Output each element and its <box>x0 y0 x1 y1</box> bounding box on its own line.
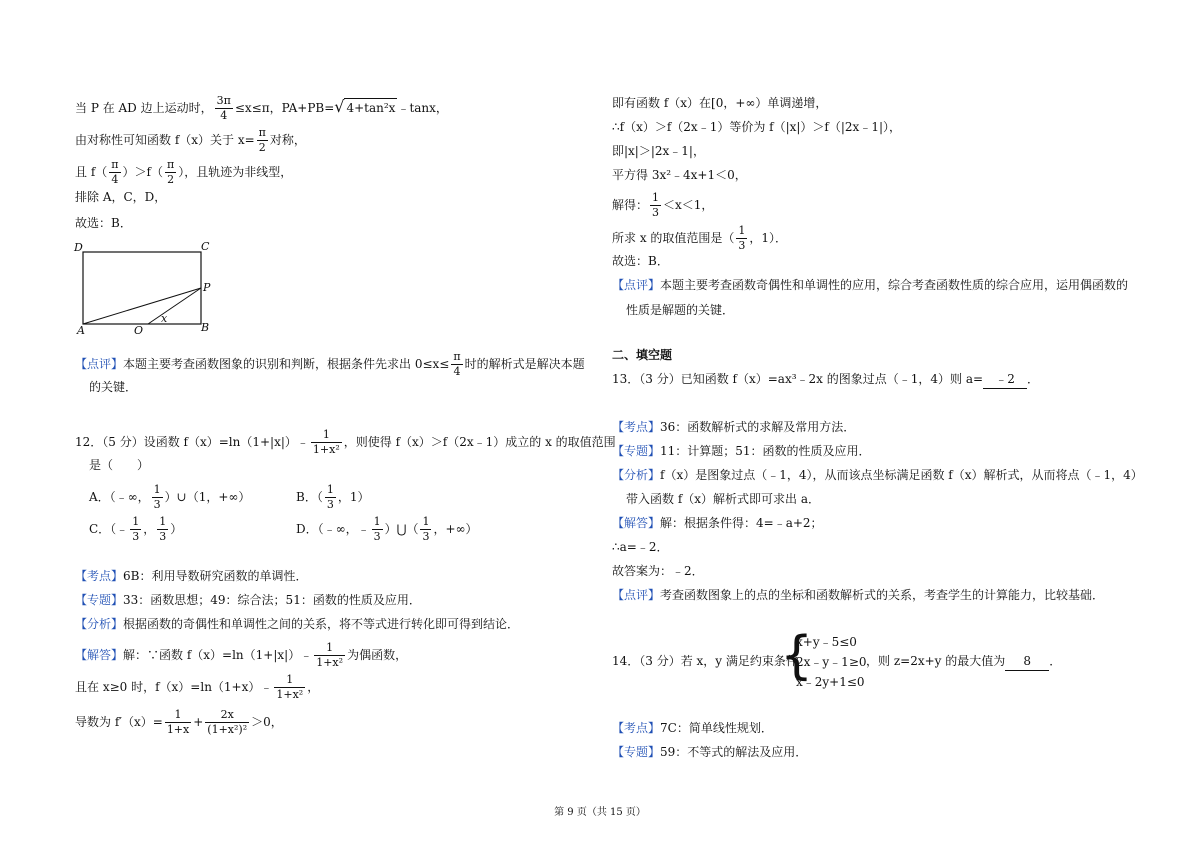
question-14-suffix <box>866 652 1061 671</box>
text: 36：函数解析式的求解及常用方法． <box>660 420 856 434</box>
fraction-numerator: 1 <box>165 708 191 723</box>
fraction <box>130 515 141 544</box>
sqrt-content: 4+tan²x <box>344 98 397 117</box>
text: 考查函数图象上的点的坐标和函数解析式的关系，考查学生的计算能力，比较基础． <box>660 588 1105 602</box>
fraction-denominator: (1+x²)² <box>207 723 248 736</box>
comment-tag: 【点评】 <box>612 588 661 602</box>
fraction-numerator: 1 <box>159 515 167 528</box>
text: ， <box>143 522 156 536</box>
text: ，则使得 f（x）＞f（2x﹣1）成立的 x 的取值范围 <box>343 435 616 449</box>
zhuanti-14 <box>612 743 807 761</box>
segment-po <box>148 288 201 324</box>
label-b: B <box>201 321 210 334</box>
text: 11：计算题；51：函数的性质及应用． <box>660 444 871 458</box>
fraction <box>314 641 345 670</box>
text: ，1）． <box>749 231 788 245</box>
label-x: x <box>161 312 168 325</box>
text: 59：不等式的解法及应用． <box>660 745 808 759</box>
text: f（x）是图象过点（﹣1，4），从而该点坐标满足函数 f（x）解析式，从而将点（﹣1，4） <box>660 468 1143 482</box>
option-a <box>89 483 250 512</box>
jieda-13-line-3: 故答案为：﹣2． <box>612 564 704 578</box>
text: 本题主要考查函数奇偶性和单调性的应用，综合考查函数性质的综合应用，运用偶函数的 <box>660 278 1129 292</box>
label-a: A <box>77 324 85 336</box>
text: ． <box>1027 372 1040 386</box>
fraction-denominator: 1+x² <box>312 443 340 456</box>
comment-tag: 【点评】 <box>612 278 661 292</box>
jieda-13 <box>612 514 823 532</box>
fraction-denominator: 3 <box>373 530 381 543</box>
text: D．（﹣∞，﹣ <box>296 522 370 536</box>
question-12-line-2: 是（ ） <box>89 458 150 472</box>
kaodian-13 <box>612 418 855 436</box>
fraction-denominator: 3 <box>159 530 167 543</box>
fenxi-12 <box>75 615 519 633</box>
text: ，1） <box>337 490 370 504</box>
fraction <box>451 350 462 379</box>
right-comment-12 <box>612 276 1128 294</box>
left-line-4: 排除 A，C，D， <box>75 190 167 204</box>
right-line-4: 平方得 3x²﹣4x+1＜0， <box>612 168 747 182</box>
fraction <box>650 191 661 220</box>
text: 且在 x≥0 时，f（x）=ln（1+x）﹣ <box>75 680 273 694</box>
fraction-numerator: 1 <box>738 224 746 237</box>
fraction-denominator: 1+x² <box>276 688 304 701</box>
text: A．（﹣∞， <box>89 490 150 504</box>
text: ，+∞） <box>433 522 478 536</box>
fraction-denominator: 3 <box>132 530 140 543</box>
fraction-numerator: 1 <box>422 515 430 528</box>
text: 当 P 在 AD 边上运动时， <box>75 101 213 115</box>
page-footer: 第 9 页（共 15 页） <box>554 807 646 818</box>
fraction-denominator: 3 <box>326 498 334 511</box>
text: B．（ <box>296 490 323 504</box>
fraction <box>325 483 336 512</box>
fenxi-tag: 【分析】 <box>612 468 661 482</box>
jieda-12-step-2 <box>75 673 319 702</box>
kaodian-tag: 【考点】 <box>75 569 124 583</box>
fraction <box>274 673 305 702</box>
answer-blank: 8 <box>1005 652 1049 671</box>
fraction-numerator: 3π <box>216 94 231 107</box>
fraction <box>157 515 168 544</box>
text: 解：∵函数 f（x）=ln（1+|x|）﹣ <box>123 648 313 662</box>
jieda-tag: 【解答】 <box>612 516 661 530</box>
fraction <box>420 515 431 544</box>
left-line-5: 故选：B． <box>75 216 132 230</box>
text: 为偶函数， <box>347 648 408 662</box>
kaodian-tag: 【考点】 <box>612 420 661 434</box>
fraction-numerator: 1 <box>153 483 161 496</box>
dianping-13 <box>612 586 1104 604</box>
text: 根据函数的奇偶性和单调性之间的关系，将不等式进行转化即可得到结论． <box>123 617 520 631</box>
fraction <box>372 515 383 544</box>
right-line-3: 即|x|＞|2x﹣1|， <box>612 144 705 158</box>
fraction-numerator: 1 <box>274 673 305 688</box>
text: ） <box>170 522 183 536</box>
fraction-denominator: 1+x² <box>316 656 344 669</box>
text: 且 f（ <box>75 165 108 179</box>
fraction <box>736 224 747 253</box>
fraction-numerator: π <box>258 126 266 139</box>
option-d <box>296 515 478 544</box>
fraction-denominator: 1+x <box>166 723 190 736</box>
fraction-numerator: 1 <box>311 428 342 443</box>
fraction <box>152 483 163 512</box>
text: 13．（3 分）已知函数 f（x）=ax³﹣2x 的图象过点（﹣1，4）则 a= <box>612 372 984 386</box>
text: ，则 z=2x+y 的最大值为 <box>866 654 1006 668</box>
fraction <box>311 428 342 457</box>
kaodian-tag: 【考点】 <box>612 721 661 735</box>
text: 导数为 f′（x）= <box>75 715 163 729</box>
text: 对称， <box>269 133 306 147</box>
jieda-12 <box>75 641 407 670</box>
text: ． <box>1049 654 1062 668</box>
fenxi-tag: 【分析】 <box>75 617 124 631</box>
left-comment-1 <box>75 350 585 379</box>
fraction-denominator: 4 <box>453 365 461 378</box>
question-13 <box>612 370 1039 389</box>
label-p: P <box>203 281 211 294</box>
text: ）∪（1，+∞） <box>164 490 251 504</box>
fraction <box>165 158 176 187</box>
jieda-13-line-2: ∴a=﹣2． <box>612 540 669 554</box>
fraction-denominator: 3 <box>652 206 660 219</box>
text: ﹣tanx， <box>397 101 448 115</box>
text: 33：函数思想；49：综合法；51：函数的性质及应用． <box>123 593 421 607</box>
option-b <box>296 483 369 512</box>
fraction-denominator: 3 <box>422 530 430 543</box>
text: 6B：利用导数研究函数的单调性． <box>123 569 308 583</box>
fraction <box>257 126 268 155</box>
fraction-numerator: 1 <box>326 483 334 496</box>
fraction-numerator: 1 <box>652 191 660 204</box>
right-line-2: ∴f（x）＞f（2x﹣1）等价为 f（|x|）＞f（|2x﹣1|）， <box>612 120 901 134</box>
text: 所求 x 的取值范围是（ <box>612 231 735 245</box>
fraction <box>205 708 249 737</box>
text: ）＞f（ <box>122 165 163 179</box>
text: 本题主要考查函数图象的识别和判断，根据条件先求出 0≤x≤ <box>123 357 450 371</box>
zhuanti-12 <box>75 591 421 609</box>
rectangle-abcd <box>83 252 201 324</box>
text: 时的解析式是解决本题 <box>464 357 585 371</box>
fraction-denominator: 3 <box>153 498 161 511</box>
question-12 <box>75 428 616 457</box>
text: 由对称性可知函数 f（x）关于 x= <box>75 133 255 147</box>
zhuanti-tag: 【专题】 <box>612 745 661 759</box>
fraction-numerator: 1 <box>314 641 345 656</box>
fraction-numerator: 1 <box>373 515 381 528</box>
fraction-denominator: 2 <box>258 141 266 154</box>
left-line-1 <box>75 94 448 123</box>
text: C．（﹣ <box>89 522 129 536</box>
kaodian-14 <box>612 719 773 737</box>
label-d: D <box>74 241 83 254</box>
constraint-2: 2x﹣y﹣1≥0 <box>796 655 867 669</box>
fraction-denominator: 2 <box>167 173 175 186</box>
right-line-7: 故选：B． <box>612 254 669 268</box>
fraction <box>165 708 191 737</box>
fraction-numerator: π <box>166 158 175 171</box>
comment-tag: 【点评】 <box>75 357 124 371</box>
option-c <box>89 515 182 544</box>
label-o: O <box>134 324 144 336</box>
segment-pa <box>83 288 201 324</box>
text: ≤x≤π，PA+PB= <box>234 101 335 115</box>
text: 解：根据条件得：4=﹣a+2； <box>660 516 823 530</box>
text: 解得： <box>612 198 649 212</box>
sqrt-icon: √ <box>334 97 345 116</box>
constraint-3: x﹣2y+1≤0 <box>796 675 865 689</box>
fraction-numerator: 1 <box>132 515 140 528</box>
left-line-3 <box>75 158 292 187</box>
section-title: 二、填空题 <box>612 348 673 362</box>
right-line-1: 即有函数 f（x）在[0，+∞）单调递增， <box>612 96 828 110</box>
text: ），且轨迹为非线型， <box>178 165 293 179</box>
fraction-denominator: 4 <box>111 173 119 186</box>
jieda-12-step-3 <box>75 708 283 737</box>
label-c: C <box>201 240 210 253</box>
text: + <box>193 715 204 729</box>
answer-blank: ﹣2 <box>983 370 1027 389</box>
fraction-denominator: 4 <box>220 109 228 122</box>
right-line-5 <box>612 191 713 220</box>
jieda-tag: 【解答】 <box>75 648 124 662</box>
brace-icon: { <box>780 626 814 686</box>
right-comment-12-line-2: 性质是解题的关键． <box>626 303 735 317</box>
text: 12．（5 分）设函数 f（x）=ln（1+|x|）﹣ <box>75 435 309 449</box>
fraction-numerator: π <box>453 350 461 363</box>
fraction <box>109 158 120 187</box>
fenxi-13-line-2: 带入函数 f（x）解析式即可求出 a． <box>626 492 820 506</box>
text: ＜x＜1， <box>663 198 714 212</box>
text: ）⋃（ <box>384 522 419 536</box>
fraction-numerator: 2x <box>205 708 249 723</box>
question-14-prefix: 14．（3 分）若 x，y 满足约束条件 <box>612 654 798 668</box>
fraction <box>215 94 233 123</box>
left-comment-1-line-2: 的关键． <box>89 380 138 394</box>
fraction-numerator: π <box>111 158 119 171</box>
zhuanti-tag: 【专题】 <box>612 444 661 458</box>
text: 7C：简单线性规划． <box>660 721 773 735</box>
fenxi-13 <box>612 466 1143 484</box>
left-line-2 <box>75 126 306 155</box>
zhuanti-tag: 【专题】 <box>75 593 124 607</box>
right-line-6 <box>612 224 787 253</box>
kaodian-12 <box>75 567 307 585</box>
constraint-1: x+y﹣5≤0 <box>796 635 857 649</box>
constraint-system <box>796 632 867 692</box>
text: ， <box>307 680 320 694</box>
text: ＞0， <box>251 715 283 729</box>
zhuanti-13 <box>612 442 871 460</box>
fraction-denominator: 3 <box>738 239 746 252</box>
rectangle-figure <box>70 238 220 336</box>
